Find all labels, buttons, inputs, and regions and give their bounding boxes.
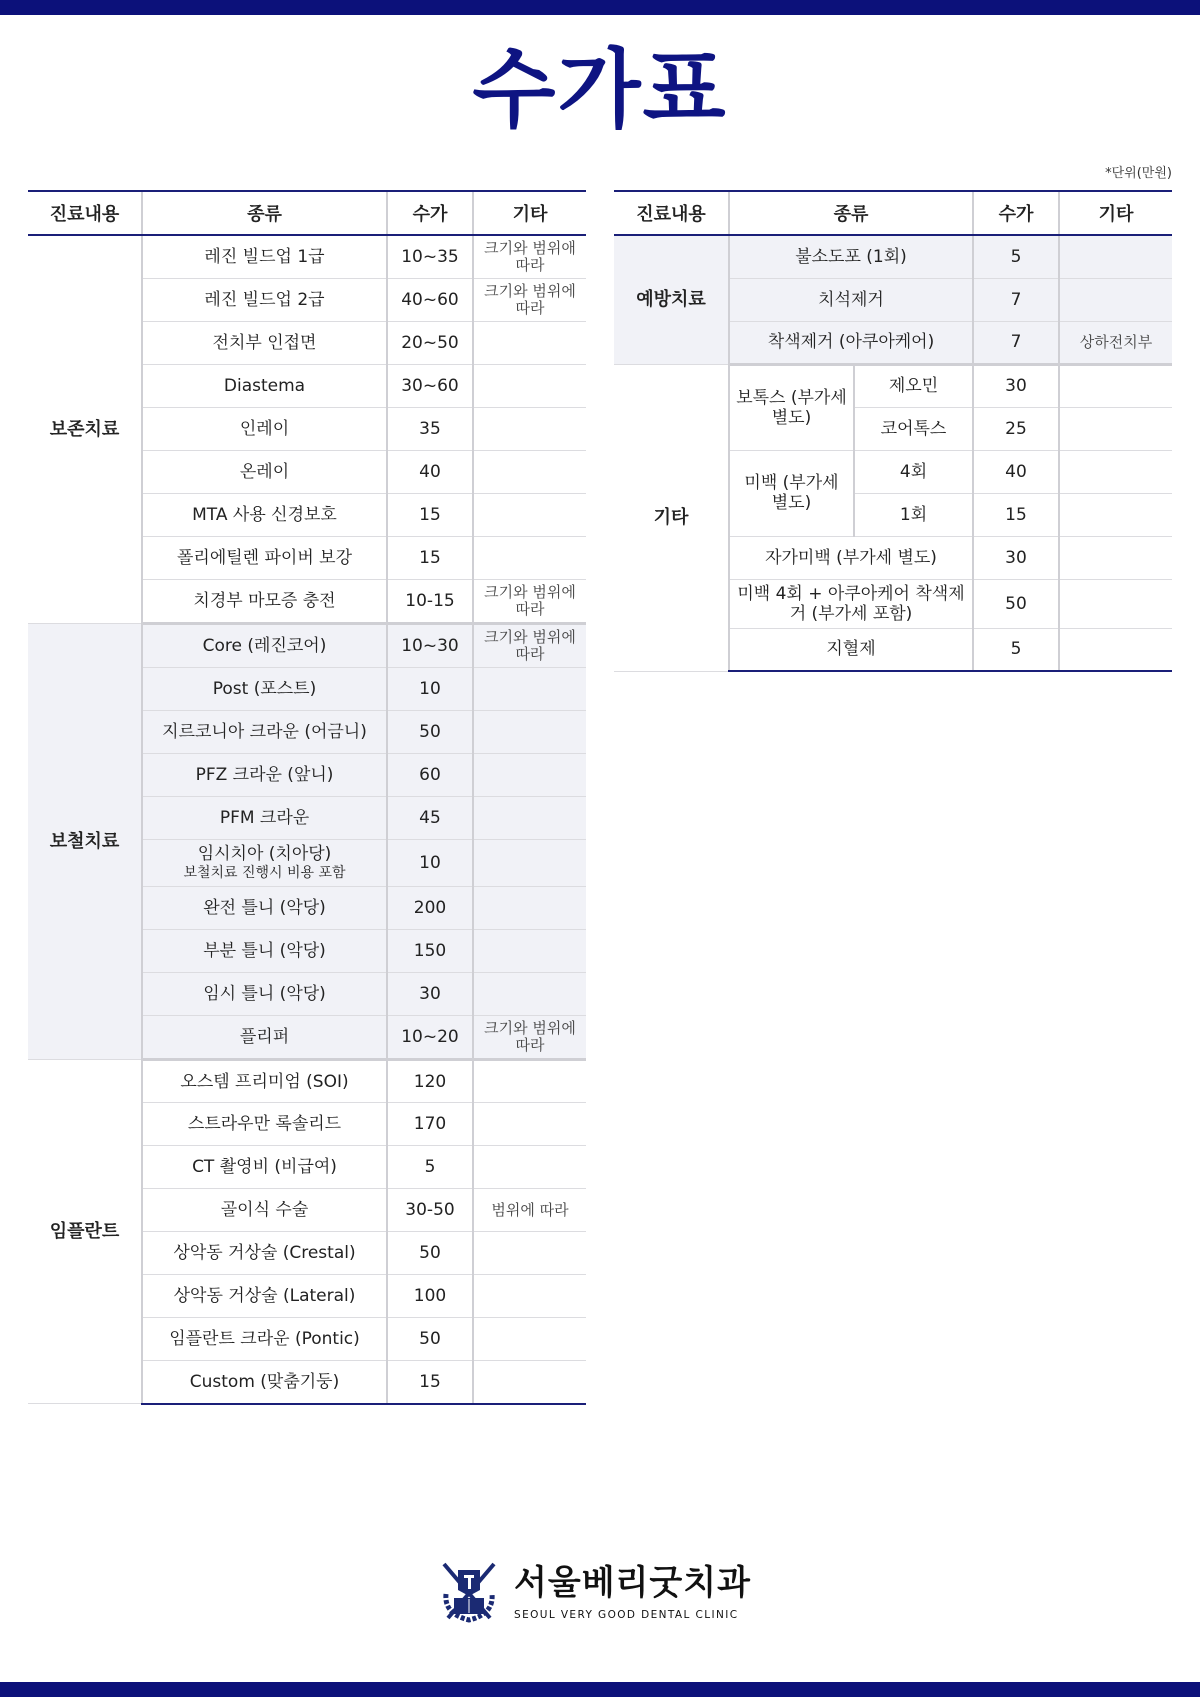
item-cell <box>142 887 387 930</box>
note-cell: 크기와 범위에 따라 <box>473 1016 586 1060</box>
price-cell: 10 <box>387 668 473 711</box>
item-cell: 제오민 <box>854 364 973 407</box>
item-label: 플리퍼 <box>239 1027 290 1047</box>
price-cell: 7 <box>973 321 1059 364</box>
price-cell: 30 <box>387 973 473 1016</box>
item-cell <box>142 279 387 322</box>
bottom-bar <box>0 1682 1200 1697</box>
header-price: 수가 <box>387 191 473 235</box>
item-label: 불소도포 (1회) <box>795 246 907 267</box>
note-cell: 범위에 따라 <box>473 1189 586 1232</box>
price-cell: 10-15 <box>387 580 473 624</box>
note-cell <box>473 840 586 887</box>
note-cell <box>473 408 586 451</box>
table-row <box>28 235 586 279</box>
header-item: 종류 <box>142 191 387 235</box>
note-cell <box>473 451 586 494</box>
item-cell <box>729 278 973 321</box>
price-cell: 50 <box>387 1232 473 1275</box>
item-cell <box>142 1016 387 1060</box>
price-cell: 20~50 <box>387 322 473 365</box>
note-cell <box>473 973 586 1016</box>
item-cell <box>142 365 387 408</box>
item-label: 부분 틀니 (악당) <box>203 941 326 961</box>
note-cell: 크기와 범위에 따라 <box>473 624 586 668</box>
note-cell <box>1059 364 1172 407</box>
price-cell: 35 <box>387 408 473 451</box>
item-cell <box>729 536 973 579</box>
item-cell <box>142 1232 387 1275</box>
price-cell: 50 <box>387 711 473 754</box>
item-cell <box>142 494 387 537</box>
item-label: 완전 틀니 (악당) <box>203 898 326 918</box>
item-cell <box>142 235 387 279</box>
item-cell <box>142 754 387 797</box>
note-cell <box>473 668 586 711</box>
item-label: 미백 4회 + 아쿠아케어 착색제거 (부가세 포함) <box>737 583 965 624</box>
item-label: 자가미백 (부가세 별도) <box>765 547 937 568</box>
item-cell <box>142 624 387 668</box>
header-note: 기타 <box>473 191 586 235</box>
item-cell <box>142 668 387 711</box>
price-cell: 10~20 <box>387 1016 473 1060</box>
clinic-name-english: SEOUL VERY GOOD DENTAL CLINIC <box>514 1608 739 1621</box>
table-row <box>614 364 1172 407</box>
price-cell: 170 <box>387 1103 473 1146</box>
item-label: MTA 사용 신경보호 <box>192 505 337 525</box>
item-label: 임시 틀니 (악당) <box>203 984 326 1004</box>
clinic-logo <box>438 1556 751 1628</box>
item-cell: 1회 <box>854 493 973 536</box>
page-title: 수가표 <box>472 40 728 140</box>
note-cell <box>1059 536 1172 579</box>
item-cell <box>142 1060 387 1103</box>
unit-note: *단위(만원) <box>1105 166 1172 181</box>
note-cell <box>473 365 586 408</box>
item-cell <box>142 1146 387 1189</box>
item-cell <box>142 451 387 494</box>
price-cell: 50 <box>973 579 1059 628</box>
item-label: 오스템 프리미엄 (SOI) <box>180 1071 349 1092</box>
price-cell: 15 <box>387 1361 473 1404</box>
item-label: PFZ 크라운 (앞니) <box>195 765 334 785</box>
top-bar <box>0 0 1200 15</box>
note-cell <box>1059 579 1172 628</box>
note-cell <box>1059 235 1172 278</box>
note-cell <box>1059 407 1172 450</box>
item-cell <box>142 797 387 840</box>
item-label: 온레이 <box>239 462 290 482</box>
price-cell: 200 <box>387 887 473 930</box>
category-cell: 예방치료 <box>614 235 729 364</box>
item-cell: 4회 <box>854 450 973 493</box>
item-cell <box>729 628 973 671</box>
price-cell: 10~30 <box>387 624 473 668</box>
price-cell: 10 <box>387 840 473 887</box>
item-cell <box>142 1103 387 1146</box>
note-cell <box>473 1146 586 1189</box>
item-label: 임플란트 크라운 (Pontic) <box>169 1329 360 1349</box>
table-row <box>28 1060 586 1103</box>
category-cell: 기타 <box>614 364 729 671</box>
item-cell <box>729 579 973 628</box>
price-cell: 150 <box>387 930 473 973</box>
category-cell: 보철치료 <box>28 624 142 1060</box>
item-cell <box>142 1275 387 1318</box>
item-label: 전치부 인접면 <box>212 333 317 353</box>
item-cell <box>142 711 387 754</box>
group-cell: 미백 (부가세 별도) <box>729 450 854 536</box>
header-category: 진료내용 <box>28 191 142 235</box>
table-row <box>614 235 1172 278</box>
price-cell: 5 <box>973 235 1059 278</box>
item-label: 골이식 수술 <box>220 1200 309 1220</box>
note-cell <box>473 1232 586 1275</box>
note-cell <box>473 930 586 973</box>
item-label: 상악동 거상술 (Crestal) <box>173 1243 356 1263</box>
item-cell <box>142 408 387 451</box>
item-cell <box>142 840 387 887</box>
header-price: 수가 <box>973 191 1059 235</box>
price-cell: 60 <box>387 754 473 797</box>
item-label: PFM 크라운 <box>219 808 310 828</box>
clinic-name-korean: 서울베리굿치과 <box>514 1562 751 1603</box>
price-cell: 45 <box>387 797 473 840</box>
price-cell: 15 <box>387 494 473 537</box>
price-cell: 40~60 <box>387 279 473 322</box>
note-cell <box>1059 628 1172 671</box>
note-cell <box>473 1275 586 1318</box>
price-cell: 10~35 <box>387 235 473 279</box>
logo-text <box>514 1563 751 1622</box>
group-cell: 보톡스 (부가세 별도) <box>729 364 854 450</box>
item-cell <box>142 322 387 365</box>
item-label: 치석제거 <box>818 289 884 310</box>
price-cell: 30 <box>973 536 1059 579</box>
note-cell: 크기와 범위에 따라 <box>473 580 586 624</box>
note-cell <box>473 711 586 754</box>
price-cell: 15 <box>973 493 1059 536</box>
item-label: Custom (맞춤기둥) <box>189 1371 340 1392</box>
item-cell <box>142 1189 387 1232</box>
item-cell: 코어톡스 <box>854 407 973 450</box>
item-cell <box>142 1318 387 1361</box>
price-table-right <box>614 190 1172 672</box>
price-cell: 50 <box>387 1318 473 1361</box>
note-cell <box>473 1361 586 1404</box>
note-cell <box>1059 493 1172 536</box>
item-cell <box>142 973 387 1016</box>
category-cell: 임플란트 <box>28 1060 142 1404</box>
item-label: CT 촬영비 (비급여) <box>192 1157 337 1177</box>
note-cell <box>473 494 586 537</box>
price-cell: 40 <box>973 450 1059 493</box>
price-cell: 30~60 <box>387 365 473 408</box>
price-cell: 40 <box>387 451 473 494</box>
item-label: 폴리에틸렌 파이버 보강 <box>176 548 353 568</box>
item-cell <box>729 321 973 364</box>
item-label: 임시치아 (치아당) <box>197 844 332 864</box>
header-category: 진료내용 <box>614 191 729 235</box>
item-cell <box>142 580 387 624</box>
item-label: 인레이 <box>239 419 290 439</box>
note-cell <box>473 1060 586 1103</box>
header-note: 기타 <box>1059 191 1172 235</box>
table-row <box>28 624 586 668</box>
note-cell <box>1059 450 1172 493</box>
price-cell: 5 <box>387 1146 473 1189</box>
item-label: Diastema <box>223 376 306 396</box>
item-label: 상악동 거상술 (Lateral) <box>173 1286 356 1306</box>
note-cell <box>473 1318 586 1361</box>
item-cell <box>142 537 387 580</box>
item-label: Post (포스트) <box>212 679 317 699</box>
item-label: 레진 빌드업 2급 <box>204 290 325 310</box>
item-label: 치경부 마모증 충전 <box>193 591 336 611</box>
note-cell <box>473 537 586 580</box>
item-cell <box>142 930 387 973</box>
price-cell: 25 <box>973 407 1059 450</box>
note-cell: 크기와 범위에 따라 <box>473 279 586 322</box>
note-cell <box>473 1103 586 1146</box>
note-cell <box>473 887 586 930</box>
category-cell: 보존치료 <box>28 235 142 624</box>
price-cell: 30 <box>973 364 1059 407</box>
price-cell: 120 <box>387 1060 473 1103</box>
price-cell: 100 <box>387 1275 473 1318</box>
item-label: 레진 빌드업 1급 <box>204 247 325 267</box>
price-cell: 7 <box>973 278 1059 321</box>
price-table-left <box>28 190 586 1405</box>
university-emblem-icon <box>438 1560 500 1624</box>
note-cell <box>473 797 586 840</box>
price-cell: 5 <box>973 628 1059 671</box>
price-cell: 30-50 <box>387 1189 473 1232</box>
item-label: Core (레진코어) <box>202 636 327 656</box>
note-cell: 크기와 범위애 따라 <box>473 235 586 279</box>
item-label: 지르코니아 크라운 (어금니) <box>162 722 367 742</box>
header-item: 종류 <box>729 191 973 235</box>
note-cell <box>473 322 586 365</box>
item-cell <box>142 1361 387 1404</box>
item-sub-label: 보철치료 진행시 비용 포함 <box>183 865 346 881</box>
note-cell: 상하전치부 <box>1059 321 1172 364</box>
item-label: 스트라우만 록솔리드 <box>187 1114 342 1134</box>
item-label: 지혈제 <box>826 639 876 660</box>
note-cell <box>1059 278 1172 321</box>
item-label: 착색제거 (아쿠아케어) <box>767 332 935 352</box>
price-cell: 15 <box>387 537 473 580</box>
note-cell <box>473 754 586 797</box>
item-cell <box>729 235 973 278</box>
